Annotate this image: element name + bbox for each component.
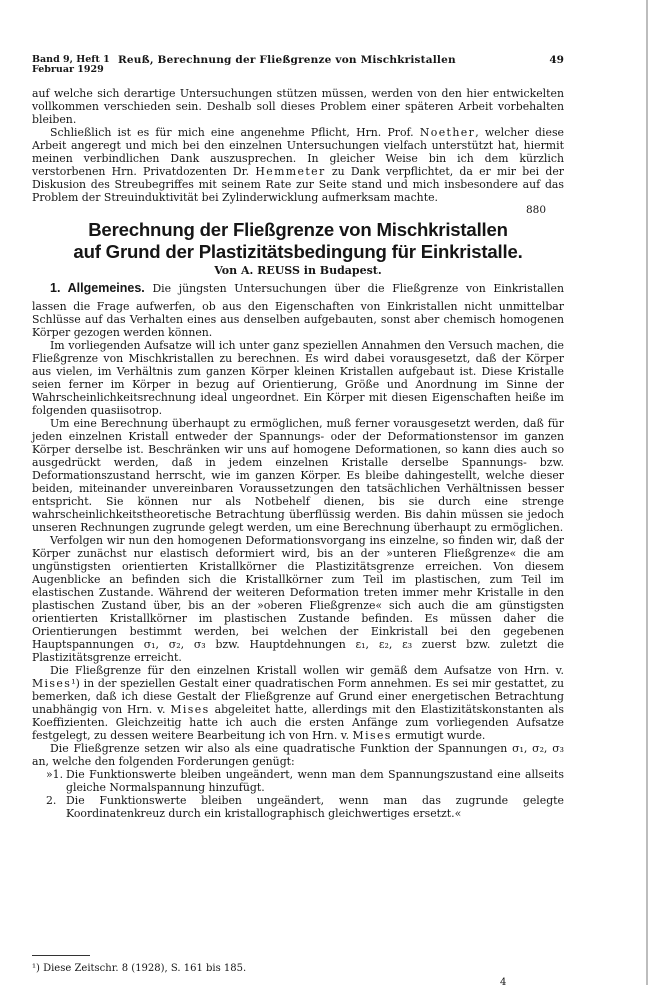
issue-date: Februar 1929 <box>32 64 104 75</box>
signature-mark: 4 <box>500 977 507 988</box>
section-paragraph-4: Verfolgen wir nun den homogenen Deformationsvorgang ins einzelne, so finden wir, daß der Körper zunächst nur elastisch deformiert wird, bis an der »unteren Fließgrenze« die am ungünstigsten orientierten Kristallkörner die Plastizitätsgrenze erreichen. Von diesem Augenblicke an befinden sich die Kristallkörner zum Teil im plastischen, zum Teil im elastischen Zustande. Während der weiteren Deformation treten immer mehr Kristalle in den plastischen Zustand über, bis an der »oberen Fließgrenze« sich auch die am günstigsten orientierten Kristallkörner im plastischen Zustande befinden. Es müssen daher die Orientierungen bestimmt werden, bei welchen der Einkristall bei den gegebenen Hauptspannungen σ₁, σ₂, σ₃ bzw. Hauptdehnungen ε₁, ε₂, ε₃ zuerst bzw. zuletzt die Plastizitätsgrenze erreicht. <box>32 533 564 664</box>
section-paragraph-3: Um eine Berechnung überhaupt zu ermöglichen, muß ferner vorausgesetzt werden, daß für jeden einzelnen Kristall entweder der Spannungs- oder der Deformationstensor im ganzen Körper derselbe ist. Beschränken wir uns auf homogene Deformationen, so kann dies auch so ausgedrückt werden, daß in jedem einzelnen Kristalle derselbe Spannungs- bzw. Deformationszustand herrscht, wie im ganzen Körper. Es bleibe dahingestellt, welche dieser beiden, miteinander unvereinbaren Voraussetzungen den tatsächlichen Verhältnissen besser entspricht. Sie können nur als Notbehelf dienen, bis sie durch eine strenge wahrscheinlichkeitstheoretische Betrachtung überflüssig werden. Bis dahin müssen sie jedoch unseren Rechnungen zugrunde gelegt werden, um eine Berechnung überhaupt zu ermöglichen. <box>32 416 564 534</box>
name-hemmeter: Hemmeter <box>255 165 326 178</box>
requirements-list <box>32 768 564 820</box>
ack-text-b: , welcher diese Arbeit angeregt und mich bei den einzelnen Untersuchungen vielfach unterstützt hat, hiermit meinen verbindlichen Dank auszusprechen. In gleicher Weise bin ich dem kürzlich verstorbenen Hrn. Privatdozenten Dr. <box>32 126 564 178</box>
journal-page <box>32 55 564 820</box>
page-header <box>32 55 564 75</box>
footnote-rule <box>32 955 90 956</box>
running-title: Reuß, Berechnung der Fließgrenze von Mischkristallen <box>118 54 456 66</box>
list-item-text: Die Funktionswerte bleiben ungeändert, wenn man dem Spannungszustand eine allseits gleiche Normalspannung hinzufügt. <box>66 767 564 794</box>
p5-text-c: abgeleitet hatte, allerdings mit den Elastizitätskonstanten als Koeffizienten. Gleichzeitig hatte ich auch die ersten Anfänge zum vorliegenden Aufsatze festgelegt, zu dessen weitere Bearbeitung ich von Hrn. v. <box>32 702 564 742</box>
body-text <box>32 87 564 820</box>
section-paragraph-2: Im vorliegenden Aufsatze will ich unter ganz speziellen Annahmen den Versuch machen, die Fließgrenze von Mischkristallen zu berechnen. Es wird dabei vorausgesetzt, daß der Körper aus vielen, im Verhältnis zum ganzen Körper kleinen Kristallen aufgebaut ist. Diese Kristalle seien ferner im Körper in bezug auf Orientierung, Größe und Anordnung im Sinne der Wahrscheinlichkeitsrechnung ideal ungeordnet. Ein Körper mit diesen Eigenschaften heiße im folgenden quasiisotrop. <box>32 338 564 417</box>
author-line <box>32 263 564 278</box>
p5-text-b: ¹) in der speziellen Gestalt einer quadratischen Form annehmen. Es sei mir gestattet, zu bemerken, daß ich diese Gestalt der Fließgrenze auf Grund einer energetischen Betrachtung unabhängig von Hrn. v. <box>32 676 564 716</box>
section-paragraph-1 <box>32 278 564 339</box>
p5-text-a: Die Fließgrenze für den einzelnen Kristall wollen wir gemäß dem Aufsatze von Hrn. v. <box>50 663 564 677</box>
list-item <box>32 794 564 820</box>
author-name: A. REUSS <box>240 264 300 277</box>
acknowledgement-paragraph <box>32 126 564 204</box>
section-heading: 1. Allgemeines. <box>50 281 145 295</box>
ack-text-a: Schließlich ist es für mich eine angenehme Pflicht, Hrn. Prof. <box>50 126 414 139</box>
page-edge <box>646 0 648 985</box>
footnote <box>32 963 564 975</box>
section-paragraph-6: Die Fließgrenze setzen wir also als eine quadratische Funktion der Spannungen σ₁, σ₂, σ₃ an, welche den folgenden Forderungen genügt: <box>32 741 564 768</box>
name-mises: Mises <box>32 676 72 690</box>
volume-info <box>32 55 118 75</box>
article-title <box>32 219 564 262</box>
list-item-text: Die Funktionswerte bleiben ungeändert, wenn man das zugrunde gelegte Koordinatenkreuz durch ein kristallographisch gleichwertiges ersetzt.« <box>66 793 564 820</box>
author-location: in Budapest. <box>303 264 382 277</box>
title-line-1: Berechnung der Fließgrenze von Mischkristallen <box>88 219 508 240</box>
name-mises-3: Mises <box>352 728 392 742</box>
continued-paragraph: auf welche sich derartige Untersuchungen stützen müssen, werden von den hier entwickelten vollkommen verschieden sein. Deshalb soll dieses Problem einer späteren Arbeit vorbehalten bleiben. <box>32 87 564 126</box>
title-line-2: auf Grund der Plastizitätsbedingung für Einkristalle. <box>73 240 523 262</box>
section-paragraph-5 <box>32 664 564 742</box>
page-number: 49 <box>549 54 564 66</box>
p5-text-d: ermutigt wurde. <box>395 728 486 742</box>
volume-issue: Band 9, Heft 1 <box>32 54 110 65</box>
name-mises-2: Mises <box>170 702 210 716</box>
section-text-1: Die jüngsten Untersuchungen über die Fließgrenze von Einkristallen lassen die Frage aufwerfen, ob aus den Eigenschaften von Einkristallen nicht unmittelbar Schlüsse auf das Verhalten eines aus denselben aufgebauten, sonst aber chemisch homogenen Körper gezogen werden können. <box>32 282 565 339</box>
list-item-number: 2. <box>46 793 57 807</box>
article-code: 880 <box>525 204 546 216</box>
name-noether: Noether <box>419 126 476 139</box>
footnote-text: ¹) Diese Zeitschr. 8 (1928), S. 161 bis 185. <box>32 963 247 974</box>
author-prefix: Von <box>214 264 238 277</box>
ack-text-c: zu Dank verpflichtet, da er mir bei der Diskusion des Streubegriffes mit seinem Rate zur Seite stand und mich insbesondere auf das Problem der Streuinduktivität bei Zylinderwicklung aufmerksam machte. <box>32 165 564 204</box>
list-item-number: »1. <box>46 767 64 781</box>
list-item <box>32 768 564 794</box>
